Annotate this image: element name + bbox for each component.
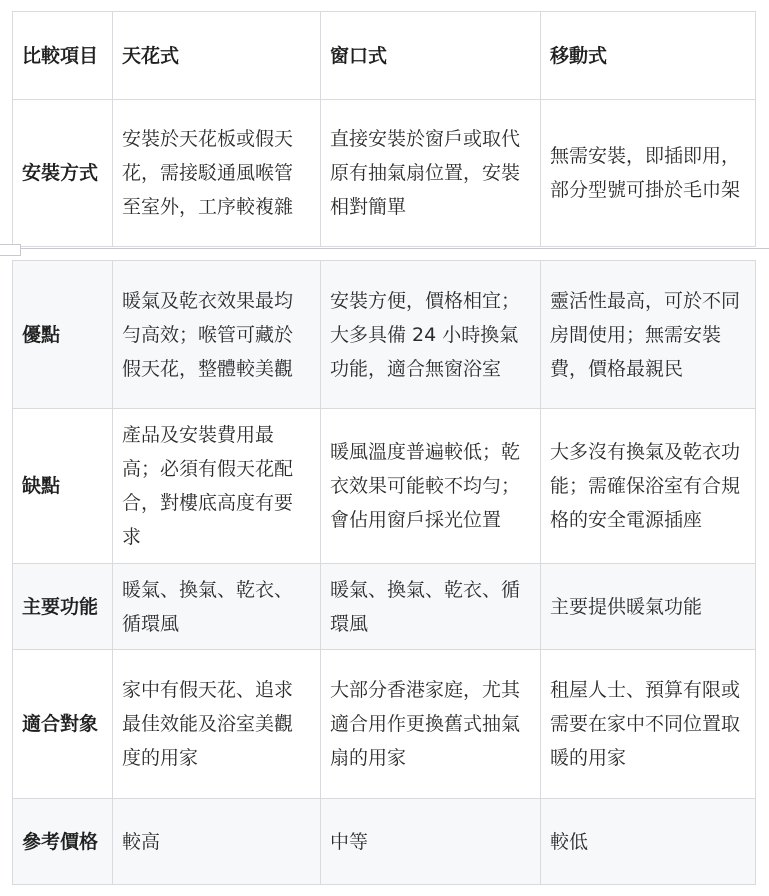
section-divider bbox=[0, 248, 769, 249]
cell-advantages-ceiling: 暖氣及乾衣效果最均勻高效；喉管可藏於假天花，整體較美觀 bbox=[113, 261, 321, 409]
cell-disadvantages-window: 暖風溫度普遍較低；乾衣效果可能較不均勻；會佔用窗戶採光位置 bbox=[321, 409, 541, 564]
comparison-table-bottom bbox=[12, 260, 756, 885]
divider-handle bbox=[0, 244, 21, 256]
cell-functions-ceiling: 暖氣、換氣、乾衣、循環風 bbox=[113, 564, 321, 650]
header-ceiling-type: 天花式 bbox=[113, 12, 321, 100]
table-row-target-users bbox=[13, 650, 756, 799]
row-label-reference-price: 參考價格 bbox=[13, 799, 113, 885]
table-row-reference-price bbox=[13, 799, 756, 885]
cell-target-window: 大部分香港家庭，尤其適合用作更換舊式抽氣扇的用家 bbox=[321, 650, 541, 799]
table-row-disadvantages bbox=[13, 409, 756, 564]
cell-functions-portable: 主要提供暖氣功能 bbox=[541, 564, 756, 650]
cell-advantages-portable: 靈活性最高，可於不同房間使用；無需安裝費，價格最親民 bbox=[541, 261, 756, 409]
cell-advantages-window: 安裝方便，價格相宜；大多具備 24 小時換氣功能，適合無窗浴室 bbox=[321, 261, 541, 409]
header-window-type: 窗口式 bbox=[321, 12, 541, 100]
header-compare-item: 比較項目 bbox=[13, 12, 113, 100]
comparison-table-top bbox=[12, 11, 756, 247]
cell-installation-window: 直接安裝於窗戶或取代原有抽氣扇位置，安裝相對簡單 bbox=[321, 100, 541, 247]
table-row-advantages bbox=[13, 261, 756, 409]
table-row-installation bbox=[13, 100, 756, 247]
row-label-installation: 安裝方式 bbox=[13, 100, 113, 247]
row-label-advantages: 優點 bbox=[13, 261, 113, 409]
row-label-target-users: 適合對象 bbox=[13, 650, 113, 799]
cell-target-ceiling: 家中有假天花、追求最佳效能及浴室美觀度的用家 bbox=[113, 650, 321, 799]
cell-price-window: 中等 bbox=[321, 799, 541, 885]
row-label-main-functions: 主要功能 bbox=[13, 564, 113, 650]
table-row-main-functions bbox=[13, 564, 756, 650]
cell-disadvantages-portable: 大多沒有換氣及乾衣功能；需確保浴室有合規格的安全電源插座 bbox=[541, 409, 756, 564]
cell-functions-window: 暖氣、換氣、乾衣、循環風 bbox=[321, 564, 541, 650]
cell-price-portable: 較低 bbox=[541, 799, 756, 885]
cell-price-ceiling: 較高 bbox=[113, 799, 321, 885]
table-header-row bbox=[13, 12, 756, 100]
cell-target-portable: 租屋人士、預算有限或需要在家中不同位置取暖的用家 bbox=[541, 650, 756, 799]
row-label-disadvantages: 缺點 bbox=[13, 409, 113, 564]
cell-installation-portable: 無需安裝，即插即用，部分型號可掛於毛巾架 bbox=[541, 100, 756, 247]
cell-disadvantages-ceiling: 產品及安裝費用最高；必須有假天花配合，對樓底高度有要求 bbox=[113, 409, 321, 564]
header-portable-type: 移動式 bbox=[541, 12, 756, 100]
cell-installation-ceiling: 安裝於天花板或假天花，需接駁通風喉管至室外，工序較複雜 bbox=[113, 100, 321, 247]
